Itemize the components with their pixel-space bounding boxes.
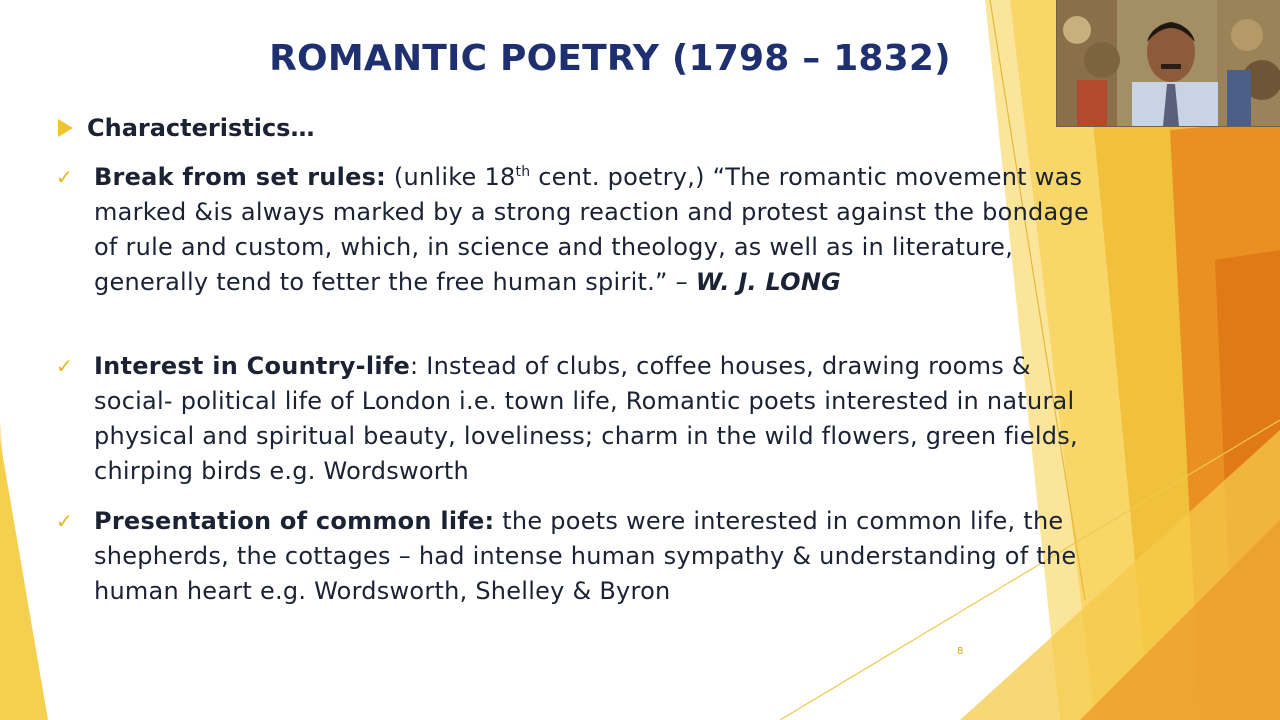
- slide-title: ROMANTIC POETRY (1798 – 1832): [269, 38, 951, 79]
- heading-text: Characteristics…: [87, 114, 315, 142]
- triangle-bullet-icon: [58, 119, 73, 137]
- deco-left-yellow: [0, 440, 48, 720]
- bullet-break-from-set-rules: [56, 160, 1094, 300]
- page-number: 8: [957, 646, 964, 657]
- bullet-lead: Presentation of common life:: [94, 507, 495, 535]
- presenter-webcam-image: [1056, 0, 1280, 127]
- bullet-interest-in-country-life: [56, 349, 1094, 489]
- bullet-lead: Break from set rules:: [94, 163, 386, 191]
- bullet-text: cent. poetry,) “The romantic movement was marked &is always marked by a strong reaction and protest against the bondage of rule and custom, which, in science and theology, as well as in literature, generally tend to fetter the free human spirit.” –: [94, 163, 1089, 296]
- check-icon: ✓: [56, 354, 74, 378]
- quote-attribution: W. J. LONG: [695, 268, 842, 296]
- check-icon: ✓: [56, 509, 74, 533]
- bullet-lead: Interest in Country-life: [94, 352, 411, 380]
- characteristics-heading: [58, 114, 314, 142]
- bullet-presentation-of-common-life: [56, 504, 1094, 609]
- bullet-text-pre: (unlike 18: [386, 163, 516, 191]
- check-icon: ✓: [56, 165, 74, 189]
- bullet-text: : Instead of clubs, coffee houses, drawing rooms & social- political life of London i.e. town life, Romantic poets interested in natural physical and spiritual beauty, loveliness; charm in the wild flowers, green fields, chirping birds e.g. Wordsworth: [94, 352, 1078, 485]
- superscript-th: th: [515, 164, 531, 180]
- presenter-video-icon: [1057, 0, 1280, 126]
- bullet-text: the poets were interested in common life, the shepherds, the cottages – had intense human sympathy & understanding of the human heart e.g. Wordsworth, Shelley & Byron: [94, 507, 1077, 605]
